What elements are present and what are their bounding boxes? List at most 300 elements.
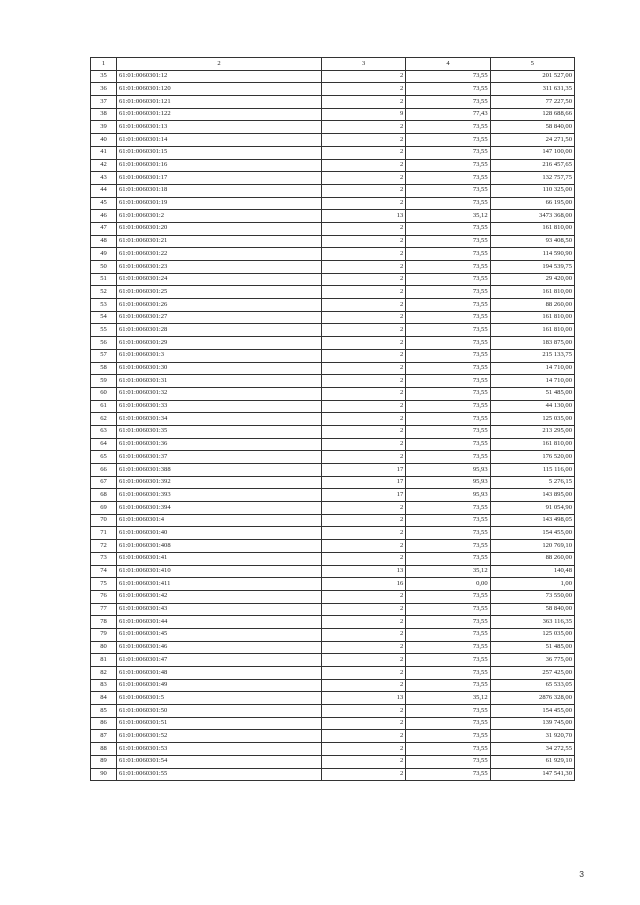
table-row [91,489,575,502]
table-row [91,628,575,641]
cadastral-number-cell: 61:01:0060301:48 [117,667,322,680]
row-number-cell: 71 [91,527,117,540]
row-number-cell: 41 [91,146,117,159]
code-cell: 9 [322,108,406,121]
amount-cell: 73 550,00 [490,590,574,603]
rate-cell: 73,55 [406,425,490,438]
code-cell: 2 [322,679,406,692]
table-row [91,679,575,692]
rate-cell: 35,12 [406,210,490,223]
row-number-cell: 68 [91,489,117,502]
code-cell: 2 [322,121,406,134]
page-number: 3 [579,869,584,879]
table-row [91,273,575,286]
column-header-4: 4 [406,58,490,71]
amount-cell: 161 810,00 [490,324,574,337]
row-number-cell: 45 [91,197,117,210]
table-row [91,311,575,324]
row-number-cell: 67 [91,476,117,489]
table-row [91,654,575,667]
table-row [91,768,575,781]
row-number-cell: 89 [91,755,117,768]
row-number-cell: 78 [91,616,117,629]
rate-cell: 73,55 [406,730,490,743]
cadastral-number-cell: 61:01:0060301:33 [117,400,322,413]
row-number-cell: 36 [91,83,117,96]
amount-cell: 3473 368,00 [490,210,574,223]
code-cell: 2 [322,628,406,641]
rate-cell: 73,55 [406,413,490,426]
table-row [91,387,575,400]
rate-cell: 73,55 [406,146,490,159]
amount-cell: 29 420,00 [490,273,574,286]
cadastral-number-cell: 61:01:0060301:50 [117,705,322,718]
rate-cell: 73,55 [406,311,490,324]
code-cell: 2 [322,134,406,147]
rate-cell: 73,55 [406,755,490,768]
table-row [91,121,575,134]
code-cell: 2 [322,590,406,603]
code-cell: 2 [322,451,406,464]
code-cell: 2 [322,261,406,274]
row-number-cell: 60 [91,387,117,400]
column-header-2: 2 [117,58,322,71]
code-cell: 2 [322,705,406,718]
amount-cell: 140,48 [490,565,574,578]
amount-cell: 183 875,00 [490,337,574,350]
rate-cell: 35,12 [406,565,490,578]
cadastral-number-cell: 61:01:0060301:30 [117,362,322,375]
row-number-cell: 53 [91,299,117,312]
amount-cell: 143 498,05 [490,514,574,527]
cadastral-number-cell: 61:01:0060301:42 [117,590,322,603]
code-cell: 2 [322,552,406,565]
row-number-cell: 57 [91,349,117,362]
amount-cell: 154 455,00 [490,527,574,540]
table-row [91,235,575,248]
amount-cell: 36 775,00 [490,654,574,667]
code-cell: 2 [322,172,406,185]
table-row [91,730,575,743]
amount-cell: 88 260,00 [490,552,574,565]
table-row [91,400,575,413]
rate-cell: 73,55 [406,134,490,147]
amount-cell: 91 054,90 [490,502,574,515]
rate-cell: 73,55 [406,628,490,641]
amount-cell: 93 408,50 [490,235,574,248]
cadastral-number-cell: 61:01:0060301:18 [117,184,322,197]
code-cell: 17 [322,464,406,477]
cadastral-number-cell: 61:01:0060301:13 [117,121,322,134]
code-cell: 2 [322,425,406,438]
cadastral-number-cell: 61:01:0060301:121 [117,96,322,109]
table-row [91,451,575,464]
code-cell: 2 [322,349,406,362]
code-cell: 2 [322,743,406,756]
code-cell: 2 [322,527,406,540]
rate-cell: 73,55 [406,451,490,464]
rate-cell: 77,43 [406,108,490,121]
rate-cell: 73,55 [406,235,490,248]
cadastral-number-cell: 61:01:0060301:52 [117,730,322,743]
table-header-row [91,58,575,71]
row-number-cell: 74 [91,565,117,578]
row-number-cell: 58 [91,362,117,375]
rate-cell: 73,55 [406,184,490,197]
rate-cell: 73,55 [406,705,490,718]
code-cell: 2 [322,375,406,388]
amount-cell: 194 539,75 [490,261,574,274]
amount-cell: 161 810,00 [490,311,574,324]
code-cell: 2 [322,235,406,248]
rate-cell: 73,55 [406,324,490,337]
table-row [91,197,575,210]
cadastral-number-cell: 61:01:0060301:51 [117,717,322,730]
table-row [91,578,575,591]
code-cell: 2 [322,222,406,235]
row-number-cell: 44 [91,184,117,197]
table-row [91,717,575,730]
row-number-cell: 72 [91,540,117,553]
row-number-cell: 75 [91,578,117,591]
rate-cell: 73,55 [406,743,490,756]
table-row [91,552,575,565]
row-number-cell: 70 [91,514,117,527]
cadastral-number-cell: 61:01:0060301:2 [117,210,322,223]
cadastral-number-cell: 61:01:0060301:55 [117,768,322,781]
row-number-cell: 37 [91,96,117,109]
table-row [91,375,575,388]
cadastral-number-cell: 61:01:0060301:47 [117,654,322,667]
rate-cell: 73,55 [406,540,490,553]
code-cell: 2 [322,362,406,375]
cadastral-number-cell: 61:01:0060301:43 [117,603,322,616]
cadastral-number-cell: 61:01:0060301:26 [117,299,322,312]
row-number-cell: 73 [91,552,117,565]
cadastral-number-cell: 61:01:0060301:37 [117,451,322,464]
rate-cell: 73,55 [406,667,490,680]
amount-cell: 24 271,50 [490,134,574,147]
cadastral-number-cell: 61:01:0060301:23 [117,261,322,274]
row-number-cell: 38 [91,108,117,121]
cadastral-number-cell: 61:01:0060301:35 [117,425,322,438]
code-cell: 2 [322,248,406,261]
row-number-cell: 51 [91,273,117,286]
code-cell: 2 [322,540,406,553]
code-cell: 2 [322,286,406,299]
row-number-cell: 86 [91,717,117,730]
code-cell: 2 [322,324,406,337]
amount-cell: 311 631,35 [490,83,574,96]
rate-cell: 73,55 [406,603,490,616]
row-number-cell: 79 [91,628,117,641]
rate-cell: 73,55 [406,121,490,134]
code-cell: 2 [322,387,406,400]
amount-cell: 31 920,70 [490,730,574,743]
row-number-cell: 83 [91,679,117,692]
code-cell: 13 [322,692,406,705]
cadastral-number-cell: 61:01:0060301:36 [117,438,322,451]
row-number-cell: 61 [91,400,117,413]
rate-cell: 73,55 [406,679,490,692]
rate-cell: 73,55 [406,438,490,451]
row-number-cell: 69 [91,502,117,515]
row-number-cell: 65 [91,451,117,464]
table-row [91,134,575,147]
table-body [91,70,575,781]
row-number-cell: 82 [91,667,117,680]
cadastral-number-cell: 61:01:0060301:46 [117,641,322,654]
rate-cell: 73,55 [406,552,490,565]
code-cell: 17 [322,489,406,502]
amount-cell: 215 133,75 [490,349,574,362]
table-row [91,96,575,109]
amount-cell: 1,00 [490,578,574,591]
amount-cell: 161 810,00 [490,438,574,451]
cadastral-number-cell: 61:01:0060301:411 [117,578,322,591]
rate-cell: 73,55 [406,222,490,235]
rate-cell: 73,55 [406,96,490,109]
amount-cell: 201 527,00 [490,70,574,83]
row-number-cell: 52 [91,286,117,299]
code-cell: 2 [322,502,406,515]
code-cell: 2 [322,438,406,451]
row-number-cell: 90 [91,768,117,781]
code-cell: 17 [322,476,406,489]
row-number-cell: 54 [91,311,117,324]
cadastral-number-cell: 61:01:0060301:120 [117,83,322,96]
cadastral-number-cell: 61:01:0060301:31 [117,375,322,388]
rate-cell: 73,55 [406,349,490,362]
code-cell: 2 [322,337,406,350]
rate-cell: 73,55 [406,299,490,312]
amount-cell: 51 485,00 [490,641,574,654]
rate-cell: 73,55 [406,286,490,299]
cadastral-number-cell: 61:01:0060301:19 [117,197,322,210]
rate-cell: 73,55 [406,248,490,261]
row-number-cell: 77 [91,603,117,616]
row-number-cell: 40 [91,134,117,147]
amount-cell: 66 195,00 [490,197,574,210]
rate-cell: 73,55 [406,375,490,388]
amount-cell: 176 520,00 [490,451,574,464]
table-row [91,438,575,451]
row-number-cell: 64 [91,438,117,451]
code-cell: 2 [322,755,406,768]
amount-cell: 154 455,00 [490,705,574,718]
amount-cell: 120 769,10 [490,540,574,553]
amount-cell: 44 130,00 [490,400,574,413]
cadastral-number-cell: 61:01:0060301:17 [117,172,322,185]
code-cell: 2 [322,667,406,680]
cadastral-number-cell: 61:01:0060301:27 [117,311,322,324]
rate-cell: 73,55 [406,273,490,286]
cadastral-number-cell: 61:01:0060301:394 [117,502,322,515]
amount-cell: 115 116,00 [490,464,574,477]
cadastral-number-cell: 61:01:0060301:388 [117,464,322,477]
amount-cell: 128 688,66 [490,108,574,121]
table-row [91,705,575,718]
rate-cell: 73,55 [406,337,490,350]
cadastral-number-cell: 61:01:0060301:393 [117,489,322,502]
rate-cell: 73,55 [406,654,490,667]
row-number-cell: 56 [91,337,117,350]
table-row [91,464,575,477]
table-row [91,108,575,121]
amount-cell: 216 457,65 [490,159,574,172]
table-row [91,527,575,540]
amount-cell: 34 272,55 [490,743,574,756]
cadastral-number-cell: 61:01:0060301:25 [117,286,322,299]
table-row [91,413,575,426]
amount-cell: 161 810,00 [490,286,574,299]
code-cell: 13 [322,210,406,223]
code-cell: 2 [322,603,406,616]
table-row [91,476,575,489]
cadastral-number-cell: 61:01:0060301:34 [117,413,322,426]
rate-cell: 73,55 [406,717,490,730]
rate-cell: 73,55 [406,172,490,185]
table-row [91,540,575,553]
table-row [91,159,575,172]
code-cell: 2 [322,96,406,109]
cadastral-number-cell: 61:01:0060301:5 [117,692,322,705]
row-number-cell: 47 [91,222,117,235]
cadastral-number-cell: 61:01:0060301:4 [117,514,322,527]
rate-cell: 0,00 [406,578,490,591]
rate-cell: 73,55 [406,261,490,274]
rate-cell: 95,93 [406,476,490,489]
data-table [90,57,575,781]
cadastral-number-cell: 61:01:0060301:410 [117,565,322,578]
code-cell: 16 [322,578,406,591]
amount-cell: 143 895,00 [490,489,574,502]
row-number-cell: 63 [91,425,117,438]
row-number-cell: 39 [91,121,117,134]
rate-cell: 73,55 [406,400,490,413]
amount-cell: 65 533,05 [490,679,574,692]
table-row [91,70,575,83]
table-row [91,590,575,603]
code-cell: 2 [322,159,406,172]
code-cell: 13 [322,565,406,578]
code-cell: 2 [322,768,406,781]
rate-cell: 73,55 [406,362,490,375]
code-cell: 2 [322,730,406,743]
amount-cell: 14 710,00 [490,375,574,388]
table-row [91,210,575,223]
row-number-cell: 66 [91,464,117,477]
table-row [91,261,575,274]
column-header-1: 1 [91,58,117,71]
amount-cell: 257 425,00 [490,667,574,680]
row-number-cell: 62 [91,413,117,426]
row-number-cell: 76 [91,590,117,603]
amount-cell: 147 100,00 [490,146,574,159]
cadastral-number-cell: 61:01:0060301:28 [117,324,322,337]
rate-cell: 73,55 [406,159,490,172]
code-cell: 2 [322,514,406,527]
table-row [91,146,575,159]
cadastral-number-cell: 61:01:0060301:12 [117,70,322,83]
cadastral-number-cell: 61:01:0060301:54 [117,755,322,768]
cadastral-number-cell: 61:01:0060301:41 [117,552,322,565]
cadastral-number-cell: 61:01:0060301:44 [117,616,322,629]
code-cell: 2 [322,654,406,667]
rate-cell: 73,55 [406,768,490,781]
rate-cell: 73,55 [406,616,490,629]
code-cell: 2 [322,70,406,83]
rate-cell: 73,55 [406,70,490,83]
amount-cell: 147 541,30 [490,768,574,781]
code-cell: 2 [322,641,406,654]
cadastral-number-cell: 61:01:0060301:20 [117,222,322,235]
column-header-3: 3 [322,58,406,71]
row-number-cell: 42 [91,159,117,172]
code-cell: 2 [322,717,406,730]
cadastral-number-cell: 61:01:0060301:392 [117,476,322,489]
table-row [91,299,575,312]
code-cell: 2 [322,400,406,413]
cadastral-number-cell: 61:01:0060301:45 [117,628,322,641]
amount-cell: 213 295,00 [490,425,574,438]
amount-cell: 125 035,00 [490,628,574,641]
amount-cell: 61 929,10 [490,755,574,768]
amount-cell: 58 840,00 [490,603,574,616]
table-row [91,514,575,527]
table-row [91,667,575,680]
row-number-cell: 85 [91,705,117,718]
amount-cell: 14 710,00 [490,362,574,375]
table-row [91,755,575,768]
rate-cell: 35,12 [406,692,490,705]
table-row [91,603,575,616]
rate-cell: 95,93 [406,464,490,477]
table-row [91,362,575,375]
cadastral-number-cell: 61:01:0060301:14 [117,134,322,147]
cadastral-number-cell: 61:01:0060301:53 [117,743,322,756]
amount-cell: 132 757,75 [490,172,574,185]
rate-cell: 73,55 [406,83,490,96]
amount-cell: 88 260,00 [490,299,574,312]
table-row [91,692,575,705]
code-cell: 2 [322,184,406,197]
rate-cell: 73,55 [406,387,490,400]
table-row [91,324,575,337]
code-cell: 2 [322,299,406,312]
row-number-cell: 46 [91,210,117,223]
row-number-cell: 59 [91,375,117,388]
row-number-cell: 80 [91,641,117,654]
row-number-cell: 35 [91,70,117,83]
row-number-cell: 49 [91,248,117,261]
cadastral-number-cell: 61:01:0060301:40 [117,527,322,540]
column-header-5: 5 [490,58,574,71]
code-cell: 2 [322,616,406,629]
table-row [91,184,575,197]
cadastral-number-cell: 61:01:0060301:32 [117,387,322,400]
cadastral-number-cell: 61:01:0060301:408 [117,540,322,553]
amount-cell: 363 116,35 [490,616,574,629]
row-number-cell: 43 [91,172,117,185]
table-row [91,616,575,629]
rate-cell: 95,93 [406,489,490,502]
rate-cell: 73,55 [406,641,490,654]
amount-cell: 139 745,00 [490,717,574,730]
amount-cell: 114 590,90 [490,248,574,261]
cadastral-number-cell: 61:01:0060301:49 [117,679,322,692]
cadastral-number-cell: 61:01:0060301:24 [117,273,322,286]
